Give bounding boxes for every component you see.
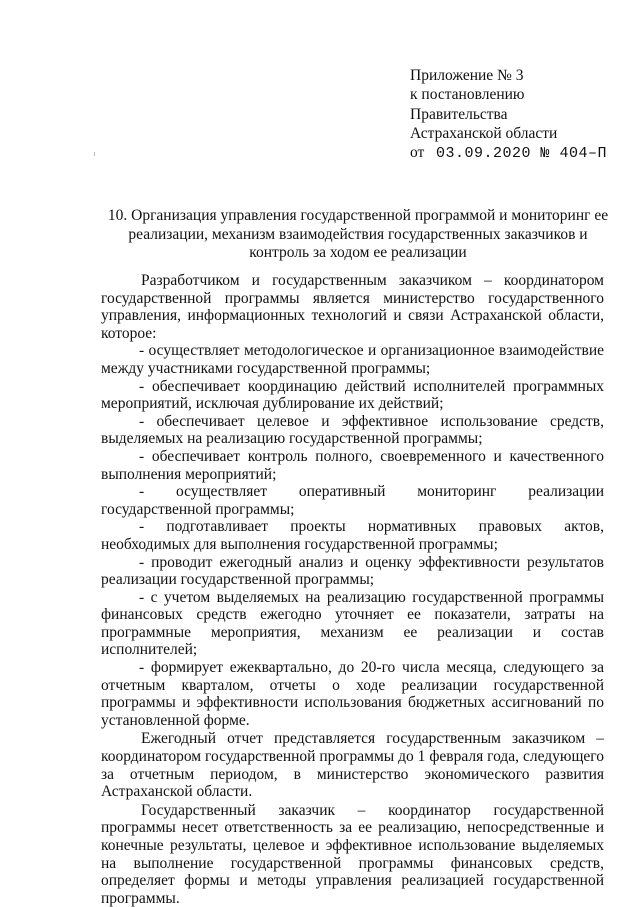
annex-date-line [410, 143, 620, 163]
body-text [101, 272, 604, 907]
paragraph-responsibility: Государственный заказчик – координатор государственной программы несет ответственность за ее реализацию, непосредственные и конечные результаты, целевое и эффективное использование выделяемых на выполнение государственной программы финансовых средств, определяет формы и методы управления реализацией государственной программы. [101, 801, 604, 907]
list-item: - формирует ежеквартально, до 20-го числа месяца, следующего за отчетным кварталом, отчеты о ходе реализации государственной программы и эффективности использования бюджетных ассигнований по установленной форме. [101, 659, 604, 729]
section-heading: 10. Организация управления государственной программой и мониторинг ее реализации, механизм взаимодействия государственных заказчиков и контроль за ходом ее реализации [107, 207, 609, 262]
annex-date-prefix: от [410, 144, 425, 162]
annex-line-region: Астраханской области [410, 124, 558, 142]
list-item: - обеспечивает контроль полного, своевременного и качественного выполнения мероприятий; [101, 447, 604, 483]
list-item: - осуществляет методологическое и организационное взаимодействие между участниками государственной программы; [101, 342, 604, 377]
paragraph-report: Ежегодный отчет представляется государственным заказчиком – координатором государственной программы до 1 февраля года, следующего за отчетным периодом, в министерство экономического развития Астраханской области. [101, 730, 604, 801]
list-item: - обеспечивает целевое и эффективное использование средств, выделяемых на реализацию государственной программы; [101, 412, 604, 448]
annex-title: Приложение № 3 [410, 67, 524, 84]
paragraph-intro: Разработчиком и государственным заказчиком – координатором государственной программы является министерство государственного управления, информационных технологий и связи Астраханской области, которое: [101, 272, 604, 342]
list-item: - осуществляет оперативный мониторинг реализации государственной программы; [101, 483, 604, 518]
annex-block [410, 66, 620, 163]
list-item: - подготавливает проекты нормативных правовых актов, необходимых для выполнения государственной программы; [101, 518, 604, 553]
annex-date-number: 03.09.2020 № 404–П [435, 145, 607, 163]
annex-line-resolution: к постановлению [410, 86, 525, 104]
scan-speck [94, 152, 95, 156]
list-item: - с учетом выделяемых на реализацию государственной программы финансовых средств ежегодно уточняет ее показатели, затраты на программные мероприятия, механизм ее реализации и состав исполнителей; [101, 588, 604, 659]
list-item: - обеспечивает координацию действий исполнителей программных мероприятий, исключая дублирование их действий; [101, 377, 604, 413]
list-item: - проводит ежегодный анализ и оценку эффективности результатов реализации государственной программы; [101, 553, 604, 589]
annex-line-government: Правительства [410, 105, 508, 123]
